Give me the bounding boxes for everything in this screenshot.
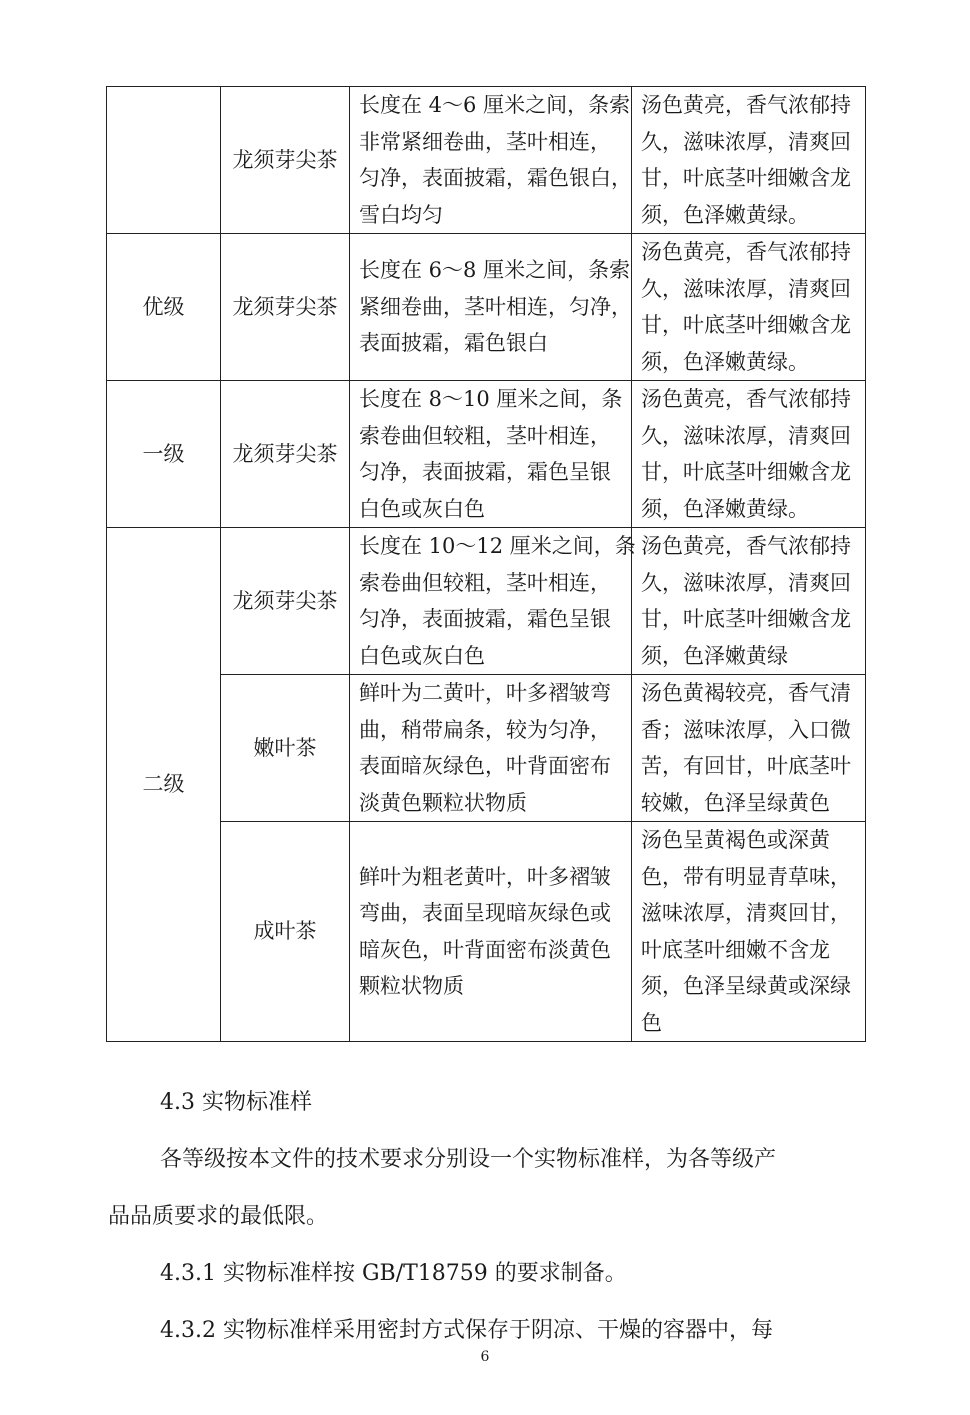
clause-paragraph: 4.3.2 实物标准样采用密封方式保存于阴凉、干燥的容器中，每 (160, 1318, 773, 1343)
appearance-cell: 鲜叶为二黄叶，叶多褶皱弯 曲，稍带扁条，较为匀净， 表面暗灰绿色，叶背面密布 淡黄色颗粒状物质 (350, 675, 632, 822)
tea-name-cell: 龙须芽尖茶 (221, 381, 350, 528)
quality-cell: 汤色黄亮，香气浓郁持 久，滋味浓厚，清爽回 甘，叶底茎叶细嫩含龙 须，色泽嫩黄绿。 (632, 234, 866, 381)
table-row (107, 234, 866, 381)
table-row (107, 675, 866, 822)
table-row (107, 87, 866, 234)
appearance-cell: 长度在 8～10 厘米之间，条 索卷曲但较粗，茎叶相连， 匀净，表面披霜，霜色呈银 白色或灰白色 (350, 381, 632, 528)
table-row (107, 822, 866, 1042)
appearance-cell: 长度在 10～12 厘米之间，条 索卷曲但较粗，茎叶相连， 匀净，表面披霜，霜色呈银 白色或灰白色 (350, 528, 632, 675)
quality-cell: 汤色呈黄褐色或深黄 色，带有明显青草味， 滋味浓厚，清爽回甘， 叶底茎叶细嫩不含龙 须，色泽呈绿黄或深绿 色 (632, 822, 866, 1042)
quality-cell: 汤色黄亮，香气浓郁持 久，滋味浓厚，清爽回 甘，叶底茎叶细嫩含龙 须，色泽嫩黄绿。 (632, 87, 866, 234)
tea-name-cell: 成叶茶 (221, 822, 350, 1042)
tea-name-cell: 龙须芽尖茶 (221, 234, 350, 381)
grade-cell (107, 87, 221, 234)
grade-cell: 一级 (107, 381, 221, 528)
appearance-cell: 鲜叶为粗老黄叶，叶多褶皱 弯曲，表面呈现暗灰绿色或 暗灰色，叶背面密布淡黄色 颗粒状物质 (350, 822, 632, 1042)
tea-name-cell: 龙须芽尖茶 (221, 528, 350, 675)
body-paragraph: 各等级按本文件的技术要求分别设一个实物标准样，为各等级产 (160, 1147, 777, 1172)
grade-cell: 二级 (107, 528, 221, 1042)
quality-cell: 汤色黄亮，香气浓郁持 久，滋味浓厚，清爽回 甘，叶底茎叶细嫩含龙 须，色泽嫩黄绿 (632, 528, 866, 675)
tea-name-cell: 龙须芽尖茶 (221, 87, 350, 234)
grade-cell: 优级 (107, 234, 221, 381)
table-row (107, 381, 866, 528)
table-row (107, 528, 866, 675)
tea-name-cell: 嫩叶茶 (221, 675, 350, 822)
body-paragraph: 品品质要求的最低限。 (108, 1204, 329, 1229)
page-number: 6 (480, 1349, 490, 1365)
clause-paragraph: 4.3.1 实物标准样按 GB/T18759 的要求制备。 (160, 1261, 627, 1286)
appearance-cell: 长度在 4～6 厘米之间，条索 非常紧细卷曲，茎叶相连， 匀净，表面披霜，霜色银白， 雪白均匀 (350, 87, 632, 234)
tea-grade-table (106, 86, 866, 1042)
quality-cell: 汤色黄褐较亮，香气清 香；滋味浓厚，入口微 苦，有回甘，叶底茎叶 较嫩，色泽呈绿黄色 (632, 675, 866, 822)
section-heading: 4.3 实物标准样 (160, 1090, 312, 1115)
appearance-cell: 长度在 6～8 厘米之间，条索 紧细卷曲，茎叶相连，匀净， 表面披霜，霜色银白 (350, 234, 632, 381)
quality-cell: 汤色黄亮，香气浓郁持 久，滋味浓厚，清爽回 甘，叶底茎叶细嫩含龙 须，色泽嫩黄绿。 (632, 381, 866, 528)
